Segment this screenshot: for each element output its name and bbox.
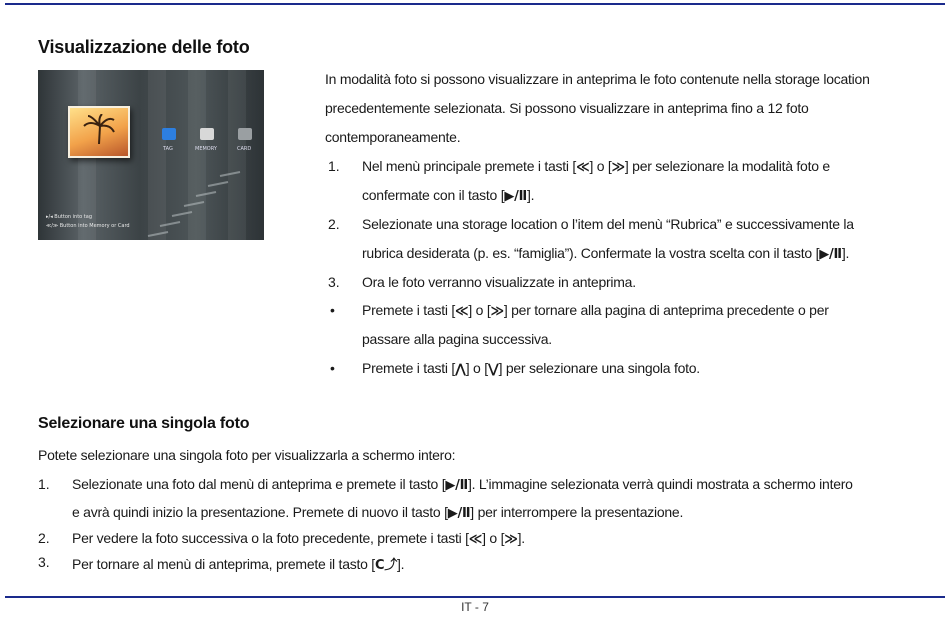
photo-mode-screenshot bbox=[38, 70, 264, 240]
play-pause-button-symbol: ▶/Ⅱ bbox=[819, 247, 842, 262]
subsection-title: Selezionare una singola foto bbox=[38, 415, 250, 432]
step-number: 2. bbox=[38, 530, 50, 546]
intro-line: contemporaneamente. bbox=[325, 129, 461, 145]
step-number: 1. bbox=[38, 476, 50, 492]
next-button-symbol: ≫ bbox=[490, 304, 504, 319]
step-number: 3. bbox=[328, 274, 340, 290]
subsection-intro: Potete selezionare una singola foto per visualizzarla a schermo intero: bbox=[38, 447, 456, 463]
step-line: Per vedere la foto successiva o la foto precedente, premete i tasti [≪] o [≫]. bbox=[72, 530, 525, 547]
intro-line: precedentemente selezionata. Si possono visualizzare in anteprima fino a 12 foto bbox=[325, 100, 809, 116]
play-pause-button-symbol: ▶/Ⅱ bbox=[445, 478, 468, 493]
step-number: 3. bbox=[38, 554, 50, 570]
step-line: e avrà quindi inizio la presentazione. Premete di nuovo il tasto [▶/Ⅱ] per interrompere la presentazione. bbox=[72, 504, 684, 521]
intro-line: In modalità foto si possono visualizzare in anteprima le foto contenute nella storage location bbox=[325, 71, 870, 87]
up-button-symbol: ⋀ bbox=[455, 362, 466, 377]
play-pause-button-symbol: ▶/Ⅱ bbox=[447, 506, 471, 521]
step-line: Per tornare al menù di anteprima, premete il tasto [C⤴]. bbox=[72, 556, 405, 573]
step-number: 2. bbox=[328, 216, 340, 232]
help-line: ▸/◂ Button into tag bbox=[46, 214, 92, 220]
step-line: confermate con il tasto [▶/Ⅱ]. bbox=[362, 187, 535, 204]
card-icon bbox=[238, 128, 252, 140]
bottom-rule bbox=[5, 596, 945, 598]
stairs-graphic bbox=[138, 150, 264, 240]
step-line: Nel menù principale premete i tasti [≪] o [≫] per selezionare la modalità foto e bbox=[362, 158, 830, 175]
palm-tree-icon bbox=[82, 114, 116, 144]
step-line: Selezionate una foto dal menù di anteprima e premete il tasto [▶/Ⅱ]. L’immagine selezionata verrà quindi mostrata a schermo intero bbox=[72, 476, 853, 493]
top-rule bbox=[5, 3, 945, 5]
next-button-symbol: ≫ bbox=[611, 160, 625, 175]
down-button-symbol: ⋁ bbox=[487, 362, 499, 377]
bullet-line: Premete i tasti [⋀] o [⋁] per selezionare una singola foto. bbox=[362, 360, 700, 377]
bullet: • bbox=[330, 360, 335, 376]
folder-icon bbox=[162, 128, 176, 140]
step-line: rubrica desiderata (p. es. “famiglia”). Confermate la vostra scelta con il tasto [▶/Ⅱ]. bbox=[362, 245, 850, 262]
step-number: 1. bbox=[328, 158, 340, 174]
prev-button-symbol: ≪ bbox=[455, 304, 469, 319]
memory-icon bbox=[200, 128, 214, 140]
help-line: ≪/≫ Button into Memory or Card bbox=[46, 223, 130, 229]
bullet: • bbox=[330, 302, 335, 318]
section-title: Visualizzazione delle foto bbox=[38, 37, 250, 57]
bullet-line: passare alla pagina successiva. bbox=[362, 331, 552, 347]
prev-button-symbol: ≪ bbox=[576, 160, 590, 175]
card-label: CARD bbox=[237, 146, 252, 152]
step-line: Selezionate una storage location o l’item del menù “Rubrica” e successivamente la bbox=[362, 216, 854, 232]
play-pause-button-symbol: ▶/Ⅱ bbox=[504, 189, 527, 204]
sample-photo-thumbnail bbox=[68, 106, 130, 158]
page-number: IT - 7 bbox=[461, 600, 489, 614]
bullet-line: Premete i tasti [≪] o [≫] per tornare alla pagina di anteprima precedente o per bbox=[362, 302, 829, 319]
back-button-symbol: C⤴ bbox=[374, 558, 397, 573]
step-line: Ora le foto verranno visualizzate in anteprima. bbox=[362, 274, 636, 290]
next-button-symbol: ≫ bbox=[504, 532, 518, 547]
memory-label: MEMORY bbox=[195, 146, 217, 152]
tag-label: TAG bbox=[163, 146, 173, 152]
prev-button-symbol: ≪ bbox=[468, 532, 483, 547]
